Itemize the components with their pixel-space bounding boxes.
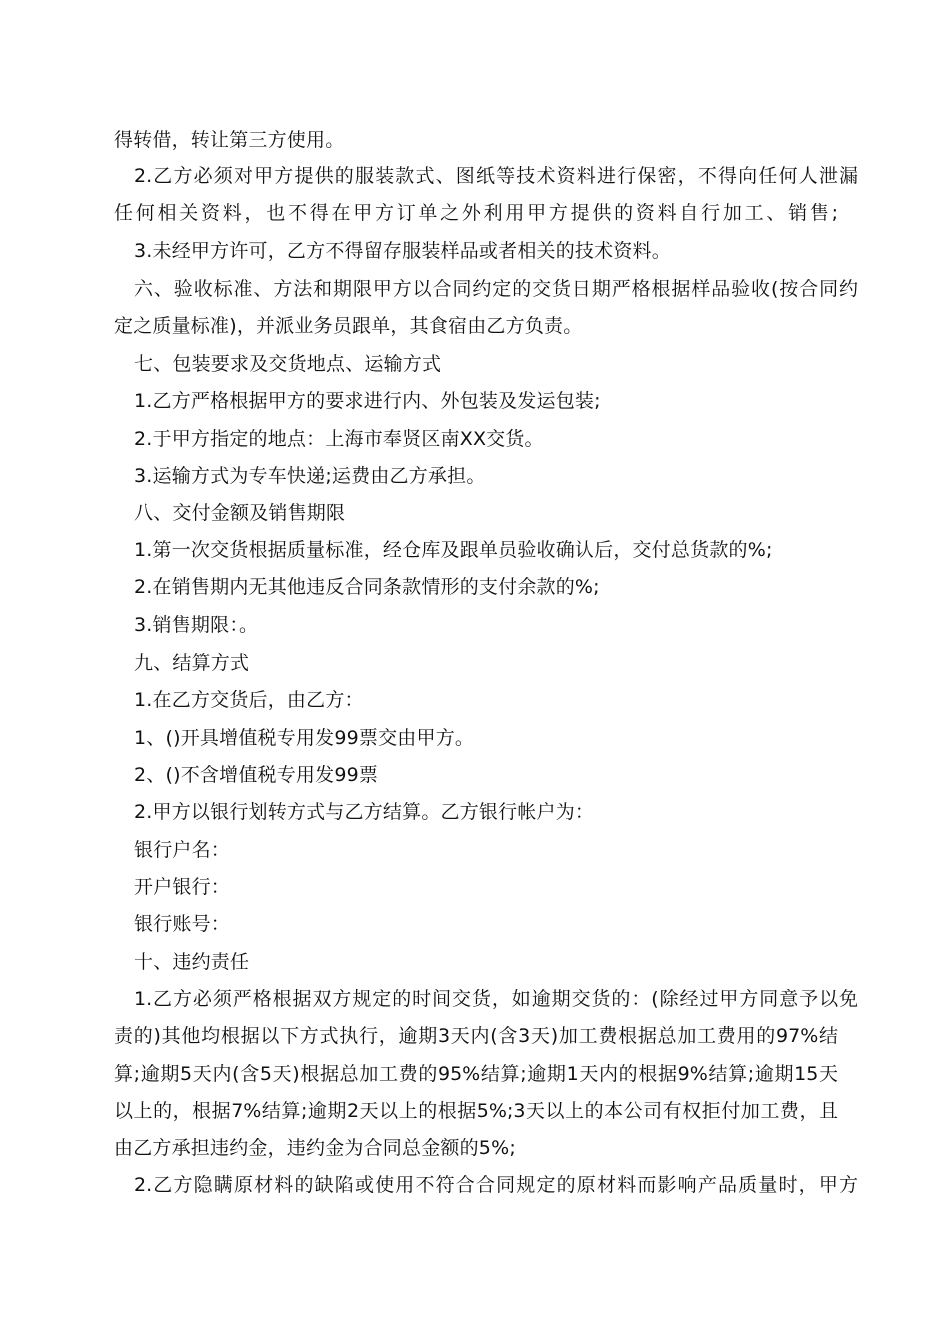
text-line: 得转借，转让第三方使用。 <box>114 129 345 151</box>
text-line: 2.乙方必须对甲方提供的服装款式、图纸等技术资料进行保密，不得向任何人泄漏 <box>134 165 858 187</box>
section-heading-8: 八、交付金额及销售期限 <box>134 502 346 524</box>
text-line: 1.在乙方交货后，由乙方： <box>134 689 364 711</box>
text-line: 1、()开具增值税专用发99票交由甲方。 <box>134 727 475 749</box>
bank-name-label: 开户银行： <box>134 876 231 898</box>
text-line: 由乙方承担违约金，违约金为合同总金额的5%; <box>114 1137 516 1159</box>
text-line: 算;逾期5天内(含5天)根据总加工费的95%结算;逾期1天内的根据9%结算;逾期15天 <box>114 1063 838 1085</box>
text-line: 2、()不含增值税专用发99票 <box>134 764 379 786</box>
text-line: 责的)其他均根据以下方式执行，逾期3天内(含3天)加工费根据总加工费用的97%结 <box>114 1025 838 1047</box>
text-line: 2.甲方以银行划转方式与乙方结算。乙方银行帐户为： <box>134 801 595 823</box>
text-line: 2.乙方隐瞒原材料的缺陷或使用不符合合同规定的原材料而影响产品质量时，甲方 <box>134 1174 858 1196</box>
text-line: 任何相关资料，也不得在甲方订单之外利用甲方提供的资料自行加工、销售; <box>114 202 838 224</box>
bank-account-number-label: 银行账号： <box>134 913 231 935</box>
text-line: 1.乙方严格根据甲方的要求进行内、外包装及发运包装; <box>134 390 601 412</box>
section-heading-7: 七、包装要求及交货地点、运输方式 <box>134 353 442 375</box>
text-line: 1.乙方必须严格根据双方规定的时间交货，如逾期交货的：(除经过甲方同意予以免 <box>134 988 858 1010</box>
section-heading-6: 六、验收标准、方法和期限甲方以合同约定的交货日期严格根据样品验收(按合同约 <box>134 278 858 300</box>
text-line: 定之质量标准)，并派业务员跟单，其食宿由乙方负责。 <box>114 315 583 337</box>
text-line: 2.在销售期内无其他违反合同条款情形的支付余款的%; <box>134 576 600 598</box>
section-heading-10: 十、违约责任 <box>134 951 250 973</box>
text-line: 2.于甲方指定的地点：上海市奉贤区南XX交货。 <box>134 428 544 450</box>
text-line: 以上的，根据7%结算;逾期2天以上的根据5%;3天以上的本公司有权拒付加工费，且 <box>114 1100 838 1122</box>
text-line: 3.销售期限：。 <box>134 614 259 636</box>
bank-account-name-label: 银行户名： <box>134 839 231 861</box>
text-line: 3.运输方式为专车快递;运费由乙方承担。 <box>134 465 486 487</box>
text-line: 1.第一次交货根据质量标准，经仓库及跟单员验收确认后，交付总货款的%; <box>134 539 773 561</box>
text-line: 3.未经甲方许可，乙方不得留存服装样品或者相关的技术资料。 <box>134 240 671 262</box>
section-heading-9: 九、结算方式 <box>134 652 250 674</box>
